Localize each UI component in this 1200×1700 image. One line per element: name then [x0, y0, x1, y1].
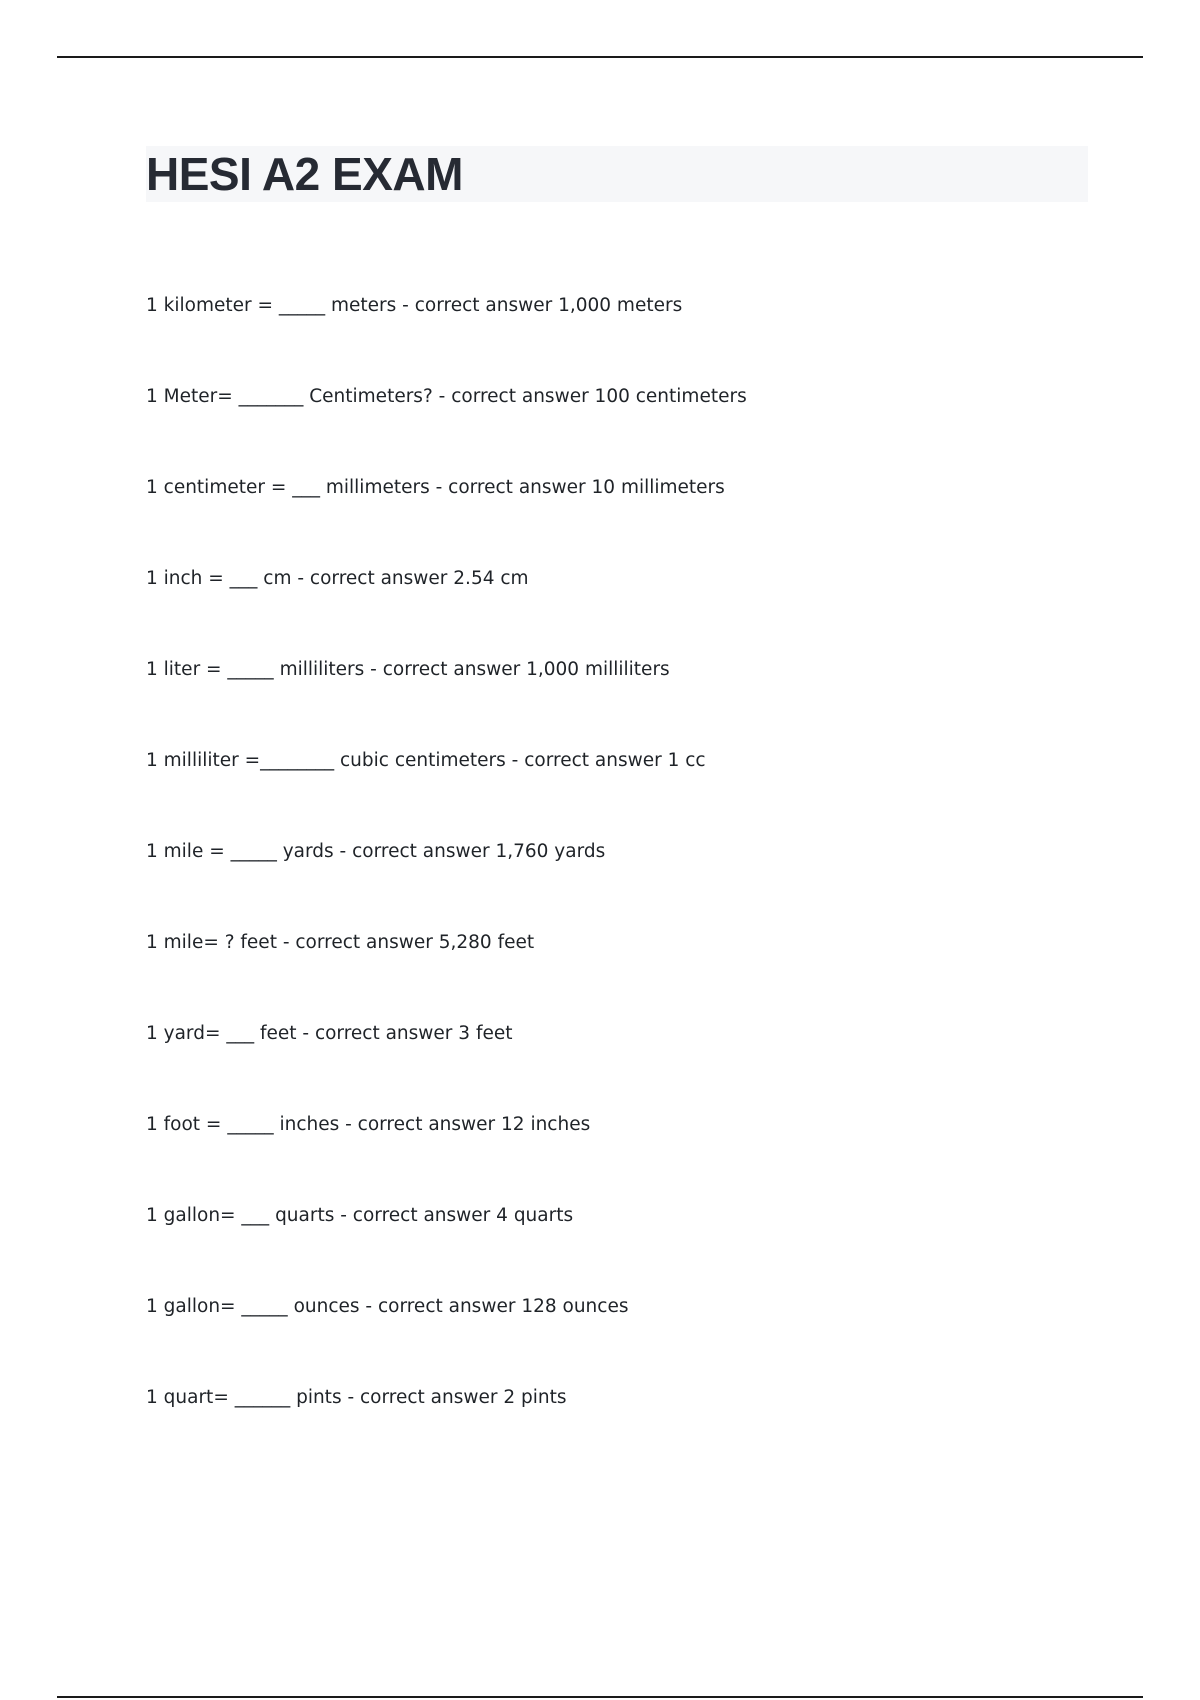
qa-item-liter: 1 liter = _____ milliliters - correct answer 1,000 milliliters: [146, 659, 670, 680]
qa-item-yard: 1 yard= ___ feet - correct answer 3 feet: [146, 1023, 513, 1044]
qa-item-quart: 1 quart= ______ pints - correct answer 2 pints: [146, 1387, 567, 1408]
qa-item-meter: 1 Meter= _______ Centimeters? - correct answer 100 centimeters: [146, 386, 747, 407]
top-rule: [57, 56, 1143, 58]
qa-item-milliliter: 1 milliliter =________ cubic centimeters - correct answer 1 cc: [146, 750, 706, 771]
qa-item-kilometer: 1 kilometer = _____ meters - correct answer 1,000 meters: [146, 295, 683, 316]
qa-item-gallon-ounces: 1 gallon= _____ ounces - correct answer 128 ounces: [146, 1296, 629, 1317]
bottom-rule: [57, 1696, 1143, 1698]
qa-item-gallon-quarts: 1 gallon= ___ quarts - correct answer 4 quarts: [146, 1205, 574, 1226]
qa-item-mile-yards: 1 mile = _____ yards - correct answer 1,760 yards: [146, 841, 606, 862]
page-title: HESI A2 EXAM: [146, 148, 463, 200]
qa-item-inch: 1 inch = ___ cm - correct answer 2.54 cm: [146, 568, 529, 589]
qa-item-centimeter: 1 centimeter = ___ millimeters - correct answer 10 millimeters: [146, 477, 725, 498]
qa-item-foot: 1 foot = _____ inches - correct answer 12 inches: [146, 1114, 591, 1135]
qa-list: [146, 292, 747, 1475]
qa-item-mile-feet: 1 mile= ? feet - correct answer 5,280 feet: [146, 932, 535, 953]
